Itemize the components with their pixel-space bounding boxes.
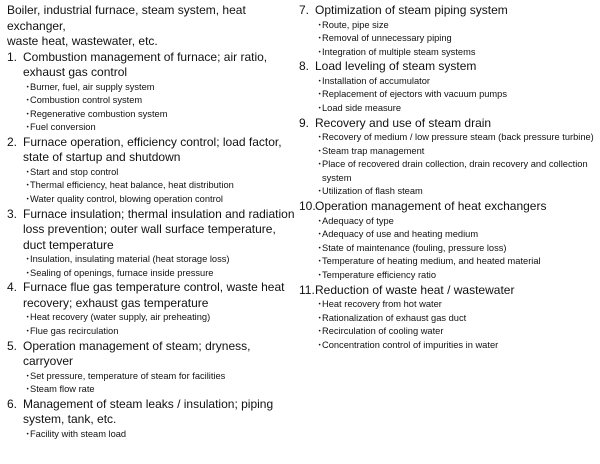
section bbox=[7, 280, 297, 338]
section-heading bbox=[299, 3, 595, 19]
item-list bbox=[7, 428, 297, 442]
section bbox=[299, 3, 595, 59]
intro-text: Boiler, industrial furnace, steam system, heat exchanger, waste heat, wastewater, etc. bbox=[7, 3, 246, 48]
section-heading bbox=[299, 59, 595, 75]
section-title: Furnace insulation; thermal insulation and radiation loss prevention; outer wall surface temperature, duct temperature bbox=[23, 206, 295, 252]
bullet-icon: ・ bbox=[315, 299, 325, 309]
item-text: Steam trap management bbox=[322, 145, 425, 156]
list-item bbox=[299, 298, 595, 312]
section-heading bbox=[7, 135, 297, 166]
list-item bbox=[7, 121, 297, 135]
list-item bbox=[7, 81, 297, 95]
bullet-icon: ・ bbox=[23, 370, 33, 381]
bullet-icon: ・ bbox=[315, 339, 325, 350]
list-item bbox=[7, 94, 297, 108]
item-list bbox=[299, 215, 595, 283]
list-item bbox=[299, 242, 595, 256]
section bbox=[299, 283, 595, 353]
bullet-icon: ・ bbox=[23, 81, 33, 92]
item-text: Route, pipe size bbox=[322, 19, 389, 30]
list-item bbox=[7, 193, 297, 207]
item-text: Installation of accumulator bbox=[322, 75, 431, 86]
section-number: 2. bbox=[7, 134, 18, 149]
section-title: Recovery and use of steam drain bbox=[315, 115, 492, 130]
bullet-icon: ・ bbox=[23, 384, 33, 395]
item-text: Recirculation of cooling water bbox=[322, 326, 444, 337]
list-item bbox=[7, 428, 297, 442]
section bbox=[299, 59, 595, 115]
item-text: Sealing of openings, furnace inside pressure bbox=[30, 267, 214, 278]
item-text: Integration of multiple steam systems bbox=[322, 46, 476, 57]
section-title: Furnace flue gas temperature control, waste heat recovery; exhaust gas temperature bbox=[23, 280, 285, 310]
section-title: Combustion management of furnace; air ratio, exhaust gas control bbox=[23, 49, 268, 79]
item-text: Concentration control of impurities in water bbox=[322, 339, 499, 350]
item-text: Removal of unnecessary piping bbox=[322, 33, 452, 44]
list-item bbox=[7, 370, 297, 384]
section-heading bbox=[7, 339, 297, 370]
list-item bbox=[7, 267, 297, 281]
item-text: Heat recovery from hot water bbox=[322, 299, 442, 309]
list-item bbox=[299, 131, 595, 145]
list-item bbox=[7, 325, 297, 339]
section-number: 3. bbox=[7, 206, 18, 221]
list-item bbox=[299, 158, 595, 185]
list-item bbox=[299, 215, 595, 229]
item-text: Facility with steam load bbox=[30, 428, 127, 439]
right-column bbox=[299, 0, 595, 352]
item-text: Rationalization of exhaust gas duct bbox=[322, 312, 467, 323]
item-list bbox=[7, 311, 297, 338]
item-text: Load side measure bbox=[322, 102, 402, 113]
bullet-icon: ・ bbox=[315, 159, 325, 170]
section-heading bbox=[299, 199, 595, 215]
list-item bbox=[299, 269, 595, 283]
bullet-icon: ・ bbox=[315, 145, 325, 156]
list-item bbox=[7, 383, 297, 397]
bullet-icon: ・ bbox=[315, 89, 325, 100]
left-section-list bbox=[7, 50, 297, 442]
bullet-icon: ・ bbox=[315, 242, 325, 253]
section bbox=[299, 199, 595, 282]
item-list bbox=[299, 75, 595, 116]
section-number: 1. bbox=[7, 49, 18, 64]
item-list bbox=[7, 370, 297, 397]
bullet-icon: ・ bbox=[315, 215, 325, 226]
bullet-icon: ・ bbox=[23, 95, 33, 106]
bullet-icon: ・ bbox=[315, 326, 325, 337]
item-text: Start and stop control bbox=[30, 166, 119, 177]
section-number: 9. bbox=[299, 115, 310, 130]
bullet-icon: ・ bbox=[315, 256, 325, 267]
item-text: Recovery of medium / low pressure steam (back pressure turbine) bbox=[322, 132, 594, 143]
section-number: 7. bbox=[299, 3, 310, 17]
bullet-icon: ・ bbox=[315, 186, 325, 197]
item-text: Temperature efficiency ratio bbox=[322, 269, 437, 280]
list-item bbox=[299, 75, 595, 89]
section-number: 8. bbox=[299, 59, 310, 74]
section-title: Reduction of waste heat / wastewater bbox=[315, 282, 515, 297]
item-text: Thermal efficiency, heat balance, heat distribution bbox=[30, 180, 234, 191]
list-item bbox=[299, 339, 595, 353]
item-list bbox=[7, 253, 297, 280]
list-item bbox=[299, 32, 595, 46]
bullet-icon: ・ bbox=[23, 166, 33, 177]
item-text: Fuel conversion bbox=[30, 122, 96, 133]
section-heading bbox=[7, 397, 297, 428]
section-title: Furnace operation, efficiency control; load factor, state of startup and shutdown bbox=[23, 134, 282, 165]
item-text: Set pressure, temperature of steam for facilities bbox=[30, 370, 226, 381]
bullet-icon: ・ bbox=[23, 194, 33, 205]
section-title: Operation management of heat exchangers bbox=[315, 199, 547, 214]
bullet-icon: ・ bbox=[315, 312, 325, 323]
item-text: Combustion control system bbox=[30, 95, 143, 106]
list-item bbox=[299, 19, 595, 33]
section bbox=[7, 135, 297, 207]
bullet-icon: ・ bbox=[23, 122, 33, 133]
bullet-icon: ・ bbox=[23, 428, 33, 439]
section-heading bbox=[7, 207, 297, 254]
bullet-icon: ・ bbox=[23, 108, 33, 119]
section-title: Optimization of steam piping system bbox=[315, 3, 508, 17]
item-text: Utilization of flash steam bbox=[322, 186, 423, 197]
list-item bbox=[7, 166, 297, 180]
item-text: Replacement of ejectors with vacuum pumps bbox=[322, 89, 507, 100]
bullet-icon: ・ bbox=[23, 267, 33, 278]
item-text: Steam flow rate bbox=[30, 384, 95, 395]
section-heading bbox=[299, 283, 595, 299]
item-text: State of maintenance (fouling, pressure loss) bbox=[322, 242, 507, 253]
bullet-icon: ・ bbox=[315, 269, 325, 280]
section-number: 6. bbox=[7, 396, 18, 411]
right-section-list bbox=[299, 3, 595, 352]
item-list bbox=[7, 81, 297, 135]
bullet-icon: ・ bbox=[23, 180, 33, 191]
list-item bbox=[299, 255, 595, 269]
list-item bbox=[7, 179, 297, 193]
bullet-icon: ・ bbox=[315, 19, 325, 30]
bullet-icon: ・ bbox=[315, 33, 325, 44]
item-text: Adequacy of use and heating medium bbox=[322, 229, 479, 240]
list-item bbox=[7, 108, 297, 122]
item-text: Flue gas recirculation bbox=[30, 325, 119, 336]
bullet-icon: ・ bbox=[315, 132, 325, 143]
item-text: Temperature of heating medium, and heated material bbox=[322, 256, 541, 267]
item-text: Adequacy of type bbox=[322, 215, 394, 226]
list-item bbox=[299, 88, 595, 102]
item-list bbox=[299, 131, 595, 199]
list-item bbox=[7, 311, 297, 325]
section-heading bbox=[7, 50, 297, 81]
section bbox=[7, 339, 297, 397]
list-item bbox=[299, 145, 595, 159]
section bbox=[7, 397, 297, 442]
item-text: Heat recovery (water supply, air preheating) bbox=[30, 312, 211, 323]
list-item bbox=[299, 228, 595, 242]
section-title: Operation management of steam; dryness, carryover bbox=[23, 338, 251, 369]
list-item bbox=[299, 325, 595, 339]
bullet-icon: ・ bbox=[315, 229, 325, 240]
item-text: Regenerative combustion system bbox=[30, 108, 168, 119]
item-list bbox=[299, 19, 595, 60]
section-heading bbox=[299, 116, 595, 132]
section-number: 4. bbox=[7, 280, 18, 295]
section-number: 10. bbox=[299, 199, 316, 214]
section-title: Load leveling of steam system bbox=[315, 59, 477, 74]
bullet-icon: ・ bbox=[23, 254, 33, 265]
list-item bbox=[299, 46, 595, 60]
bullet-icon: ・ bbox=[315, 46, 325, 57]
bullet-icon: ・ bbox=[23, 325, 33, 336]
section-title: Management of steam leaks / insulation; piping system, tank, etc. bbox=[23, 396, 274, 427]
item-text: Place of recovered drain collection, drain recovery and collection system bbox=[322, 159, 588, 183]
list-item bbox=[7, 253, 297, 267]
bullet-icon: ・ bbox=[23, 312, 33, 323]
item-list bbox=[299, 298, 595, 352]
section bbox=[299, 116, 595, 199]
bullet-icon: ・ bbox=[315, 75, 325, 86]
section-number: 11. bbox=[299, 282, 315, 297]
item-text: Burner, fuel, air supply system bbox=[30, 81, 155, 92]
list-item bbox=[299, 312, 595, 326]
list-item bbox=[299, 185, 595, 199]
section-number: 5. bbox=[7, 338, 18, 353]
bullet-icon: ・ bbox=[315, 102, 325, 113]
section bbox=[7, 207, 297, 281]
section-heading bbox=[7, 280, 297, 311]
left-column bbox=[7, 0, 297, 441]
item-text: Water quality control, blowing operation control bbox=[30, 194, 223, 205]
section bbox=[7, 50, 297, 135]
item-text: Insulation, insulating material (heat storage loss) bbox=[30, 254, 230, 265]
list-item bbox=[299, 102, 595, 116]
item-list bbox=[7, 166, 297, 207]
